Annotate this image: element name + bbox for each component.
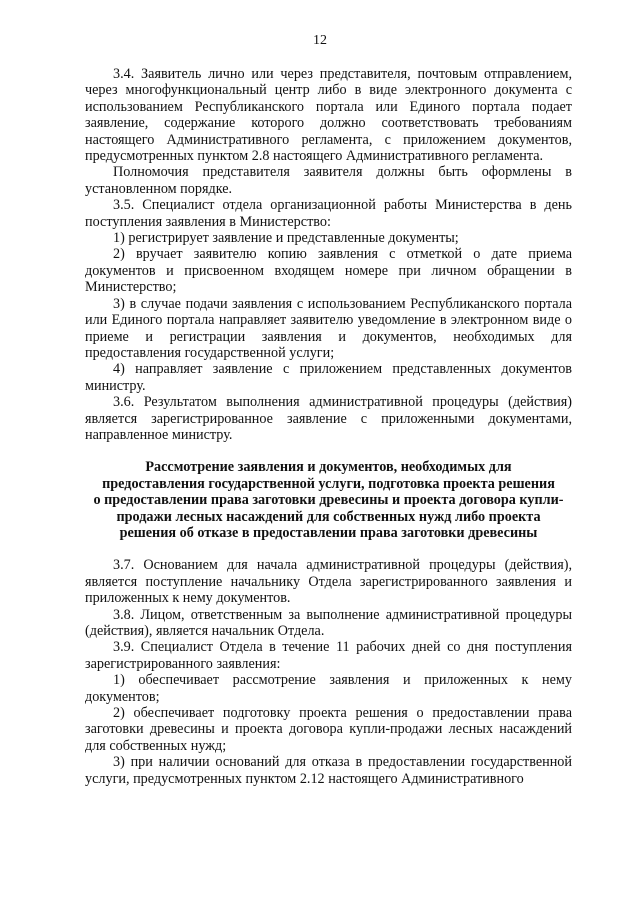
paragraph-3-5: 3.5. Специалист отдела организационной работы Министерства в день поступления заявления в Министерство:: [85, 197, 572, 230]
list-item-3-5-3: 3) в случае подачи заявления с использованием Республиканского портала или Единого портала направляет заявителю уведомление в электронном виде о приеме и регистрации заявления и документов, необходимых для предоставления государственной услуги;: [85, 295, 572, 361]
paragraph-3-9: 3.9. Специалист Отдела в течение 11 рабочих дней со дня поступления зарегистрированного заявления:: [85, 639, 572, 672]
paragraph-3-6: 3.6. Результатом выполнения административной процедуры (действия) является зарегистрированное заявление с приложенными документами, направленное министру.: [85, 394, 572, 443]
document-body: [85, 66, 572, 787]
section-heading-line: решения об отказе в предоставлении права заготовки древесины: [119, 524, 538, 541]
paragraph-representative-authority: Полномочия представителя заявителя должны быть оформлены в установленном порядке.: [85, 164, 572, 197]
paragraph-3-7: 3.7. Основанием для начала административной процедуры (действия), является поступление начальнику Отдела зарегистрированного заявления и приложенных к нему документов.: [85, 557, 572, 607]
paragraph-3-8: 3.8. Лицом, ответственным за выполнение административной процедуры (действия), является начальник Отдела.: [85, 606, 572, 639]
section-heading-line: предоставления государственной услуги, подготовка проекта решения: [102, 475, 555, 492]
paragraph-3-4: 3.4. Заявитель лично или через представителя, почтовым отправлением, через многофункциональный центр либо в виде электронного документа с использованием Республиканского портала или Единого портала подает заявление, содержание которого должно соответствовать требованиям настоящего Административного регламента, с приложением документов, предусмотренных пунктом 2.8 настоящего Административного регламента.: [85, 66, 572, 165]
section-heading-line: Рассмотрение заявления и документов, необходимых для: [145, 459, 512, 476]
section-heading-line: продажи лесных насаждений для собственных нужд либо проекта: [116, 508, 541, 525]
list-item-3-9-2: 2) обеспечивает подготовку проекта решения о предоставлении права заготовки древесины и проекта договора купли-продажи лесных насаждений для собственных нужд;: [85, 705, 572, 754]
list-item-3-9-1: 1) обеспечивает рассмотрение заявления и приложенных к нему документов;: [85, 672, 572, 705]
list-item-3-5-2: 2) вручает заявителю копию заявления с отметкой о дате приема документов и присвоенном входящем номере при личном обращении в Министерство;: [85, 246, 572, 296]
list-item-3-5-1: 1) регистрирует заявление и представленные документы;: [113, 230, 459, 247]
section-heading: [85, 459, 572, 541]
section-heading-line: о предоставлении права заготовки древесины и проекта договора купли-: [93, 492, 564, 509]
page-number: 12: [313, 33, 327, 48]
list-item-3-9-3: 3) при наличии оснований для отказа в предоставлении государственной услуги, предусмотренных пунктом 2.12 настоящего Административного: [85, 754, 572, 787]
list-item-3-5-4: 4) направляет заявление с приложением представленных документов министру.: [85, 361, 572, 394]
